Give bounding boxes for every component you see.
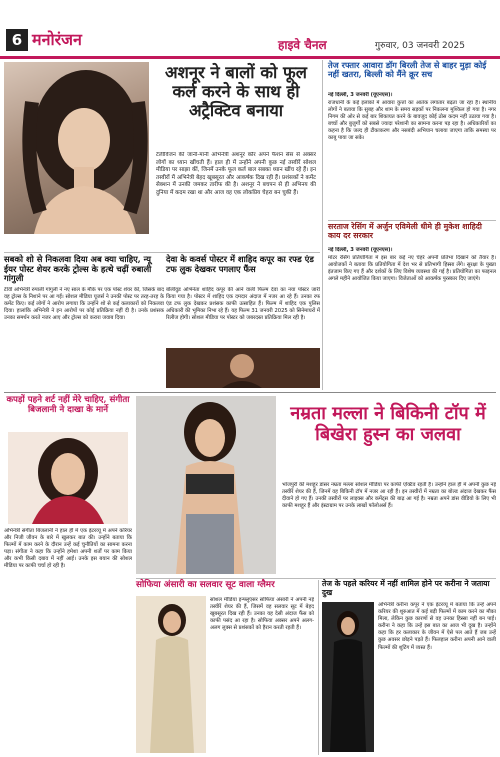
namrata-body: भोजपुरी की मशहूर डांसर नम्रता मल्ला सोशल मीडिया पर काफी एक्टिव रहती हैं। उन्होंने हाल ही में अपनी कुछ नई तस्वीरें शेयर की हैं, जिनमें वह बिकिनी टॉप में नजर आ रही हैं। इन तस्वीरों में नम्रता का बोल्ड अंदाज देखकर फैंस दीवाने हो गए हैं। उनकी तस्वीरों पर लाइक्स और कमेंट्स की बाढ़ आ गई है। नम्रता अपने डांस वीडियो के लिए भी काफी मशहूर हैं और इंस्टाग्राम पर उनके लाखों फॉलोअर्स हैं।	[282, 482, 496, 510]
namrata-headline: नम्रता मल्ला ने बिकिनी टॉप में बिखेरा हुस्न का जलवा	[290, 403, 486, 445]
masthead-rule	[0, 56, 500, 59]
lead-headline: अशनूर ने बालों को फूल कर्ल करने के साथ ही अट्रैक्टिव बनाया	[165, 63, 307, 120]
page-number: 6	[6, 29, 28, 51]
right-mid-body: मोटर रेसिंग प्रतियोगिता में इस बार कई नए चेहरे अपनी प्रतिभा दिखाने को तैयार हैं। आयोजकों ने बताया कि प्रतियोगिता में देश भर से प्रतिभागी हिस्सा लेंगे। सुरक्षा के पुख्ता इंतजाम किए गए हैं और दर्शकों के लिए विशेष व्यवस्था की गई है। प्रतियोगिता का फाइनल अगले महीने आयोजित किया जाएगा। विजेताओं को आकर्षक पुरस्कार दिए जाएंगे।	[328, 255, 496, 283]
right-top-headline: तेज रफ्तार आवारा डॉग बिरली तेज से बाहर मुड़ा कोई नहीं खतरा, बिल्ली को मैंने क्रूर सच	[328, 60, 487, 80]
rupali-body: टीवी अभिनेत्री रुपाली गांगुली ने नए साल के मौके पर एक पोस्ट शेयर की, जिसके बाद वह ट्रोल्स के निशाने पर आ गईं। सोशल मीडिया यूजर्स ने उनकी पोस्ट पर तरह-तरह के कमेंट किए। कई लोगों ने आरोप लगाया कि उन्होंने शो से कई कलाकारों को निकलवा दिया। हालांकि अभिनेत्री ने इन आरोपों पर कोई प्रतिक्रिया नहीं दी है। उनके प्रशंसक उनका समर्थन करते नजर आए और ट्रोल्स को करारा जवाब दिया।	[4, 287, 164, 322]
sangeeta-headline: कपड़ों पहने शर्ट नहीं मेरे चाहिए, संगीता बिजलानी ने दाखा के मार्ने	[6, 395, 130, 415]
tej-body: अभिनेत्री करीना कपूर ने एक इंटरव्यू में बताया कि उन्हें अपने करियर की शुरुआत में कई बड़ी फिल्मों में काम करने का मौका मिला, लेकिन कुछ कारणों से वह उनका हिस्सा नहीं बन पाईं। करीना ने कहा कि उन्हें इस बात का आज भी दुख है। उन्होंने कहा कि हर कलाकार के जीवन में ऐसे पल आते हैं जब उन्हें कुछ अवसर छोड़ने पड़ते हैं। फिलहाल करीना अपनी आने वाली फिल्मों की शूटिंग में व्यस्त हैं।	[378, 602, 496, 651]
right-mid-headline: सरताज रेसिंग में अर्जुन एविमेली धीमे ही मुकेश शाहिदी काय दर सरकार	[328, 222, 482, 240]
right-top-body: राजधानी के कई इलाकों में आवारा कुत्तों का आतंक लगातार बढ़ता जा रहा है। स्थानीय लोगों ने बताया कि सुबह और शाम के समय सड़कों पर निकलना मुश्किल हो गया है। नगर निगम की ओर से कई बार शिकायत करने के बावजूद कोई ठोस कदम नहीं उठाया गया है। बच्चों और बुजुर्गों को सबसे ज्यादा परेशानी का सामना करना पड़ रहा है। अधिकारियों का कहना है कि जल्द ही टीकाकरण और नसबंदी अभियान चलाया जाएगा ताकि समस्या पर काबू पाया जा सके।	[328, 100, 496, 142]
sangeeta-photo	[8, 432, 128, 524]
dateline: गुरुवार, 03 जनवरी 2025	[375, 41, 465, 51]
namrata-photo	[136, 396, 276, 574]
column-divider	[318, 580, 319, 755]
shahid-headline: देवा के कवर्स पोस्टर में शाहिद कपूर का रफ्ड एंड टफ लुक देखकर पगलाए फैंस	[166, 254, 314, 274]
section-title: मनोरंजन	[32, 30, 82, 49]
newspaper-brand: हाइवे चैनल	[278, 38, 327, 52]
divider	[4, 252, 320, 253]
sofia-body: सोशल मीडिया इन्फ्लुएंसर सोफिया अंसारी ने अपनी नई तस्वीरें शेयर की हैं, जिसमें वह सलवार सूट में बेहद खूबसूरत दिख रही हैं। उनका यह देसी अंदाज फैंस को काफी पसंद आ रहा है। सोफिया अक्सर अपने अलग-अलग लुक्स से प्रशंसकों को हैरान करती रहती हैं।	[210, 597, 314, 632]
rupali-headline: सबको शो से निकलवा दिया अब क्या चाहिए, न्यू ईयर पोस्ट शेयर करके ट्रोल्स के हत्थे चढ़ीं रुबाली गांगुली	[4, 254, 152, 284]
sofia-photo	[136, 596, 206, 753]
shahid-photo	[166, 348, 320, 388]
shahid-body: बॉलीवुड अभिनेता शाहिद कपूर की आने वाली फिल्म देवा का नया पोस्टर जारी किया गया है। पोस्टर में शाहिद एक दमदार अंदाज में नजर आ रहे हैं। उनका रफ एंड टफ लुक देखकर प्रशंसक काफी उत्साहित हैं। फिल्म में शाहिद एक पुलिस अधिकारी की भूमिका निभा रहे हैं। यह फिल्म 31 जनवरी 2025 को सिनेमाघरों में रिलीज होगी। सोशल मीडिया पर पोस्टर को जबरदस्त प्रतिक्रिया मिल रही है।	[166, 287, 320, 322]
sangeeta-body: अभिनेत्री संगीता बिजलानी ने हाल ही में एक इंटरव्यू में अपने करियर और निजी जीवन के बारे में खुलकर बात की। उन्होंने बताया कि फिल्मों में काम करने के दौरान उन्हें कई चुनौतियों का सामना करना पड़ा। संगीता ने कहा कि उन्होंने हमेशा अपनी शर्तों पर काम किया और कभी किसी दबाव में नहीं आईं। उनके इस बयान की सोशल मीडिया पर काफी चर्चा हो रही है।	[4, 528, 132, 570]
right-column-divider	[322, 60, 323, 390]
tej-headline: तेज के पहले करियर में नहीं शामिल होने पर करीना ने जताया दुख	[322, 579, 490, 597]
ashnoor-photo	[4, 62, 149, 234]
right-mid-byline: नई दिल्ली, 3 जनवरी (यूएनएस)।	[328, 247, 393, 253]
divider	[4, 392, 496, 393]
lead-body: टेलीविजन की जानी-मानी अभिनेत्री अशनूर कौर अपने फैशन सेंस से अक्सर लोगों का ध्यान खींचती हैं। हाल ही में उन्होंने अपनी कुछ नई तस्वीरें सोशल मीडिया पर साझा कीं, जिनमें उनके फूल कर्ल बाल सबका ध्यान खींच रहे हैं। इन तस्वीरों में अभिनेत्री बेहद खूबसूरत और आकर्षक दिख रही हैं। प्रशंसकों ने कमेंट सेक्शन में उनकी जमकर तारीफ की है। अशनूर ने बचपन से ही अभिनय की दुनिया में कदम रखा था और आज वह एक लोकप्रिय चेहरा बन चुकी हैं।	[156, 152, 316, 196]
divider	[328, 220, 496, 221]
right-top-byline: नई दिल्ली, 3 जनवरी (यूएनएस)।	[328, 92, 393, 98]
sofia-headline: सोफिया अंसारी का सलवार सूट वाला ग्लैमर	[136, 580, 275, 590]
tej-photo	[322, 602, 374, 752]
